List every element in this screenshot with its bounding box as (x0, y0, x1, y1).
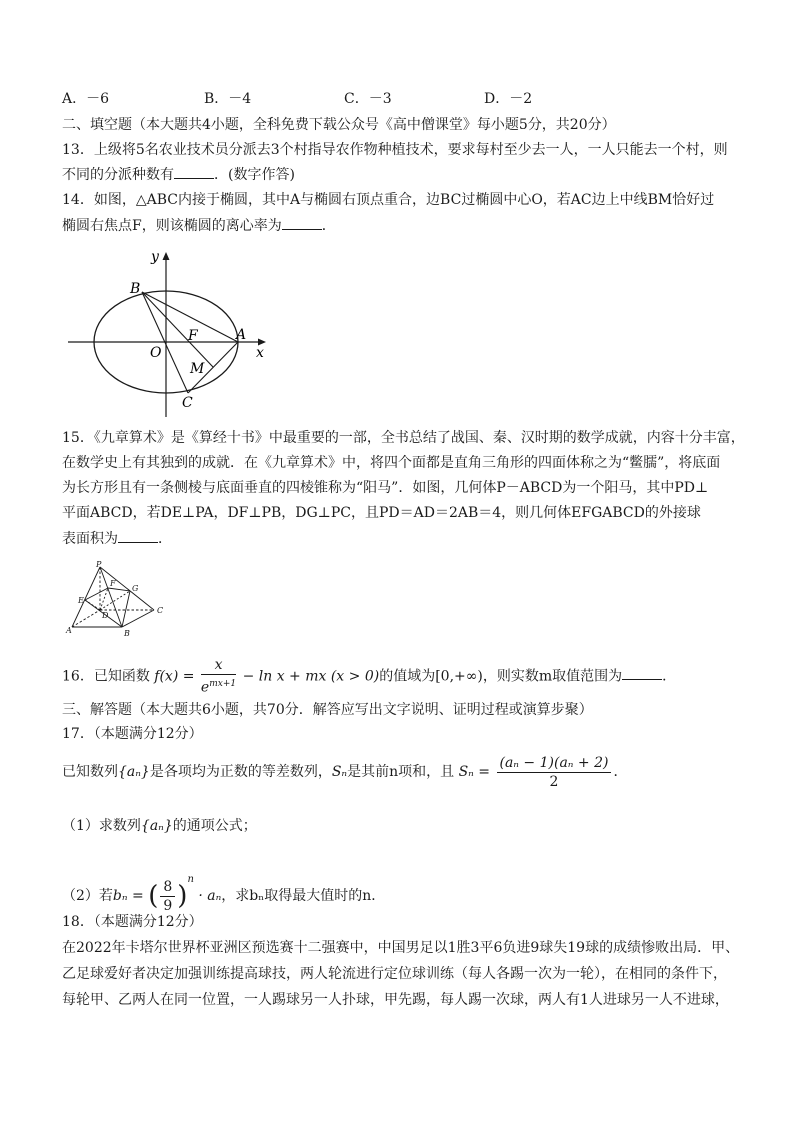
q16-range: [0,+∞) (435, 668, 483, 685)
q17-left-paren: ( (148, 881, 159, 911)
q17-frac-den: 2 (549, 773, 559, 790)
q17-ratio-den: 9 (163, 897, 173, 914)
q17-stem-mid: 是各项均为正数的等差数列， (149, 764, 332, 780)
q16-fraction (201, 656, 236, 697)
q17-header: 17．（本题满分12分） (62, 726, 203, 742)
q13-line2 (62, 164, 295, 185)
option-b: B．－4 (204, 91, 252, 107)
label-o: O (150, 345, 162, 361)
q17-part1-seq: {aₙ} (140, 818, 173, 834)
edge-pa (72, 567, 100, 627)
q14-answer-blank (282, 215, 322, 230)
q15-text-end: ． (158, 531, 172, 547)
q17-part1 (62, 816, 257, 836)
section2-header: 二、填空题（本大题共4小题，全科免费下载公众号《高中僧课堂》每小题5分，共20分） (62, 117, 616, 133)
q16-line (62, 656, 676, 697)
q18-line1: 在2022年卡塔尔世界杯亚洲区预选赛十二强赛中，中国男足以1胜3平6负进9球失19球的成绩惨败出局．甲、 (62, 940, 740, 956)
label-c: C (182, 395, 193, 411)
option-a: A．－6 (62, 91, 110, 107)
q18-line2: 乙足球爱好者决定加强训练提高球技，两人轮流进行定位球训练（每人各踢一次为一轮），在相同的条件下， (62, 966, 727, 982)
section3-header: 三、解答题（本大题共6小题，共70分．解答应写出文字说明、证明过程或演算步聚） (62, 702, 593, 718)
q14-text-end: ． (321, 218, 336, 234)
q18-header: 18．（本题满分12分） (62, 914, 203, 930)
label-f: F (188, 328, 198, 344)
label-m: M (190, 361, 205, 377)
q17-fraction (497, 754, 612, 791)
label-g: G (132, 584, 139, 593)
q16-rest: − ln x + mx (x > 0) (242, 668, 380, 685)
q14-text: 椭圆右焦点F，则该椭圆的离心率为 (62, 218, 282, 234)
q17-part1-pre: （1）求数列 (62, 818, 141, 834)
q13-answer-blank (174, 164, 214, 179)
q16-text: 16．已知函数 (62, 668, 150, 685)
q17-part2-post: ，求bₙ取得最大值时的n． (221, 888, 386, 904)
label-d: D (102, 611, 109, 620)
q17-stem-pre: 已知数列 (62, 764, 118, 780)
q16-post: ，则实数m取值范围为 (482, 668, 623, 685)
ellipse-figure (62, 245, 282, 420)
option-c: C．－3 (344, 91, 392, 107)
label-b: B (124, 629, 130, 638)
q16-den-base: e (200, 679, 210, 696)
label-f: F (110, 579, 116, 588)
label-y: y (151, 249, 159, 265)
q17-part2-pre: （2）若 (62, 888, 113, 904)
q16-answer-blank (622, 665, 662, 680)
q15-line2: 在数学史上有其独到的成就．在《九章算术》中，将四个面都是直角三角形的四面体称之为“鳖臑”，将底面 (62, 455, 721, 471)
q16-fx: f(x) = (154, 668, 195, 685)
label-x: x (256, 345, 264, 361)
q17-bn-eq: bₙ = (112, 888, 144, 904)
q13-line1: 13．上级将5名农业技术员分派去3个村指导农作物种植技术，要求每村至少去一人，一人只能去一个村，则 (62, 142, 728, 158)
q16-den-exp: mx+1 (209, 679, 237, 689)
q17-frac-num: (aₙ − 1)(aₙ + 2) (497, 754, 612, 773)
q17-ratio-num: 8 (160, 878, 175, 897)
q17-part2 (62, 858, 385, 918)
q15-text: 表面积为 (62, 531, 118, 547)
q17-sn-eq: Sₙ = (458, 764, 491, 780)
q14-line2 (62, 215, 336, 236)
q17-right-paren: ) (177, 881, 188, 911)
q17-exp-n: n (187, 874, 194, 885)
segment-gb (122, 591, 130, 627)
q15-answer-blank (118, 528, 158, 543)
q16-post-end: ． (662, 668, 677, 685)
label-c: C (157, 606, 164, 615)
q17-stem (62, 752, 627, 792)
label-p: P (96, 560, 102, 569)
q17-sn: Sₙ (331, 764, 348, 780)
q16-mid: 的值域为 (379, 668, 436, 685)
q16-frac-num: x (201, 656, 236, 675)
q15-line4: 平面ABCD，若DE⊥PA，DF⊥PB，DG⊥PC，且PD＝AD＝2AB＝4，则几何体EFGABCD的外接球 (62, 505, 701, 521)
option-d: D．－2 (484, 91, 533, 107)
q17-stem-end: ． (613, 764, 628, 780)
q17-times-an: · aₙ (198, 888, 222, 904)
label-e: E (78, 596, 84, 605)
q17-stem-mid2: 是其前n项和，且 (347, 764, 455, 780)
q17-seq: {aₙ} (118, 764, 150, 780)
label-a: A (66, 626, 72, 635)
edge-bc (122, 610, 154, 627)
q17-part1-post: 的通项公式； (172, 818, 257, 834)
pyramid-figure (62, 560, 172, 642)
q13-text-end: ．(数字作答) (214, 167, 295, 183)
q16-frac-den (201, 675, 236, 697)
label-a: A (236, 327, 247, 343)
q18-line3: 每轮甲、乙两人在同一位置，一人踢球另一人扑球，甲先踢，每人踢一次球，两人有1人进球另一人不进球， (62, 992, 729, 1008)
y-axis-arrow (163, 252, 170, 260)
q13-text: 不同的分派种数有 (62, 167, 174, 183)
q14-line1: 14．如图，△ABC内接于椭圆，其中A与椭圆右顶点重合，边BC过椭圆中心O，若AC边上中线BM恰好过 (62, 192, 715, 208)
q17-ratio (160, 878, 175, 915)
label-b: B (130, 281, 141, 297)
q15-line3: 为长方形且有一条侧棱与底面垂直的四棱锥称为“阳马”．如图，几何体P－ABCD为一个阳马，其中PD⊥ (62, 480, 709, 496)
q15-line1: 15．《九章算术》是《算经十书》中最重要的一部，全书总结了战国、秦、汉时期的数学成就，内容十分丰富， (62, 430, 745, 446)
q15-line5 (62, 528, 172, 549)
